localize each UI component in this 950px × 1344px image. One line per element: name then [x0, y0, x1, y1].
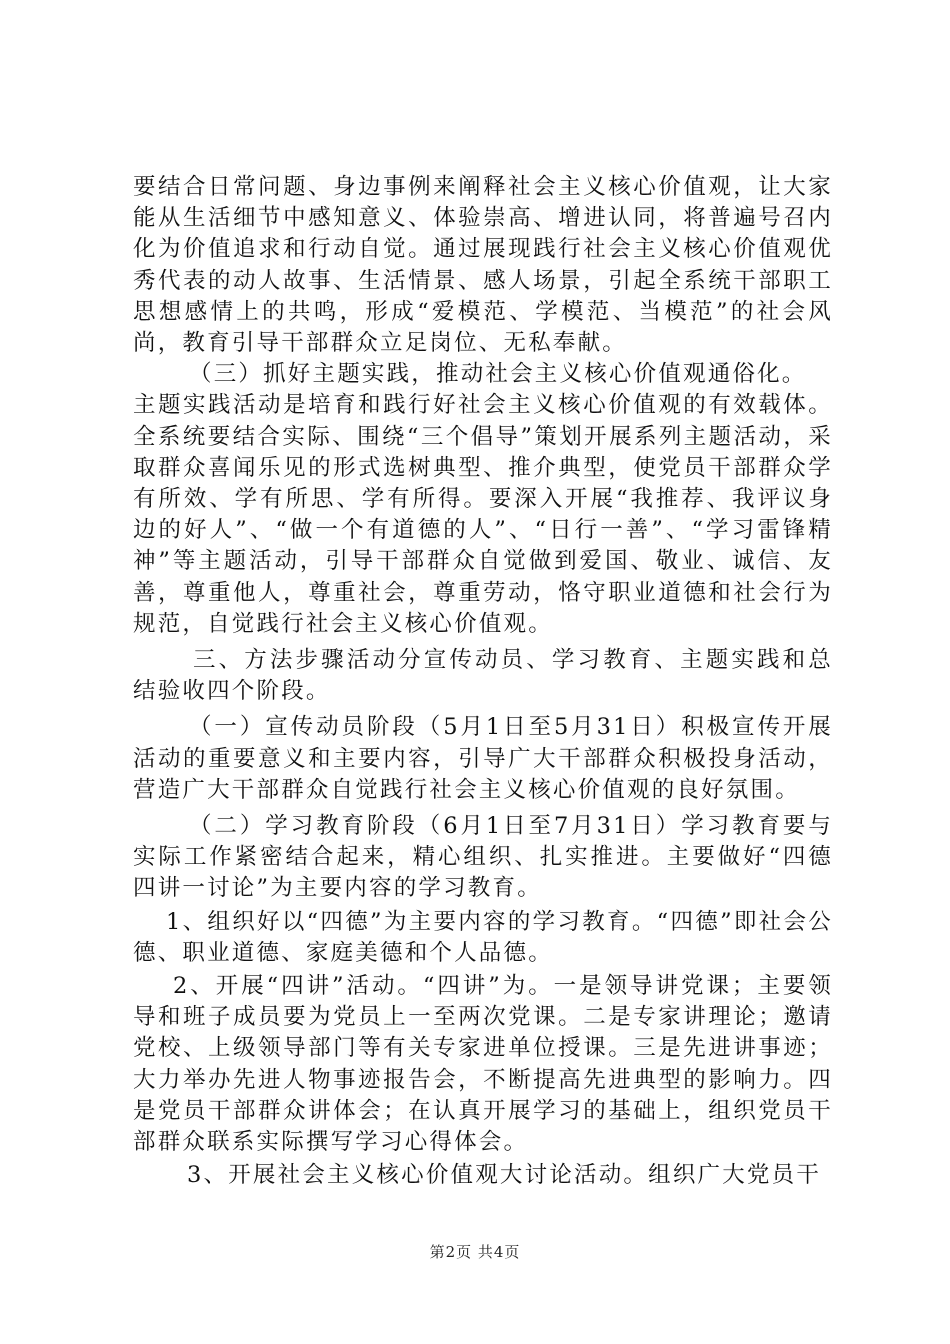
item-2-paragraph: 2、开展“四讲”活动。“四讲”为。一是领导讲党课；主要领导和班子成员要为党员上一至两次党课。二是专家讲理论；邀请党校、上级领导部门等有关专家进单位授课。三是先进讲事迹；大力举办先进人物事迹报告会，不断提高先进典型的影响力。四是党员干部群众讲体会；在认真开展学习的基础上，组织党员干部群众联系实际撰写学习心得体会。: [133, 973, 833, 1156]
paragraph-1: 要结合日常问题、身边事例来阐释社会主义核心价值观，让大家能从生活细节中感知意义、体验崇高、增进认同，将普遍号召内化为价值追求和行动自觉。通过展现践行社会主义核心价值观优秀代表的动人故事、生活情景、感人场景，引起全系统干部职工思想感情上的共鸣，形成“爱模范、学模范、当模范”的社会风尚，教育引导干部群众立足岗位、无私奉献。: [133, 174, 833, 357]
paragraph-2: 主题实践活动是培育和践行好社会主义核心价值观的有效载体。全系统要结合实际、围绕“三个倡导”策划开展系列主题活动，采取群众喜闻乐见的形式选树典型、推介典型，使党员干部群众学有所效、学有所思、学有所得。要深入开展“我推荐、我评议身边的好人”、“做一个有道德的人”、“日行一善”、“学习雷锋精神”等主题活动，引导干部群众自觉做到爱国、敬业、诚信、友善，尊重他人，尊重社会，尊重劳动，恪守职业道德和社会行为规范，自觉践行社会主义核心价值观。: [133, 392, 833, 637]
document-body: [133, 172, 833, 1192]
item-3-paragraph: 3、开展社会主义核心价值观大讨论活动。组织广大党员干: [187, 1162, 822, 1189]
section-heading-methods: 三、方法步骤活动分宣传动员、学习教育、主题实践和总结验收四个阶段。: [133, 647, 833, 705]
stage-1-paragraph: （一）宣传动员阶段（5月1日至5月31日）积极宣传开展活动的重要意义和主要内容，引导广大干部群众积极投身活动，营造广大干部群众自觉践行社会主义核心价值观的良好氛围。: [133, 714, 833, 803]
stage-2-paragraph: （二）学习教育阶段（6月1日至7月31日）学习教育要与实际工作紧密结合起来，精心组织、扎实推进。主要做好“四德四讲一讨论”为主要内容的学习教育。: [133, 813, 833, 902]
page-number-footer: 第2页 共4页: [429, 1243, 521, 1261]
section-heading-3: （三）抓好主题实践，推动社会主义核心价值观通俗化。: [189, 361, 807, 388]
item-1-paragraph: 1、组织好以“四德”为主要内容的学习教育。“四德”即社会公德、职业道德、家庭美德和个人品德。: [133, 908, 833, 966]
